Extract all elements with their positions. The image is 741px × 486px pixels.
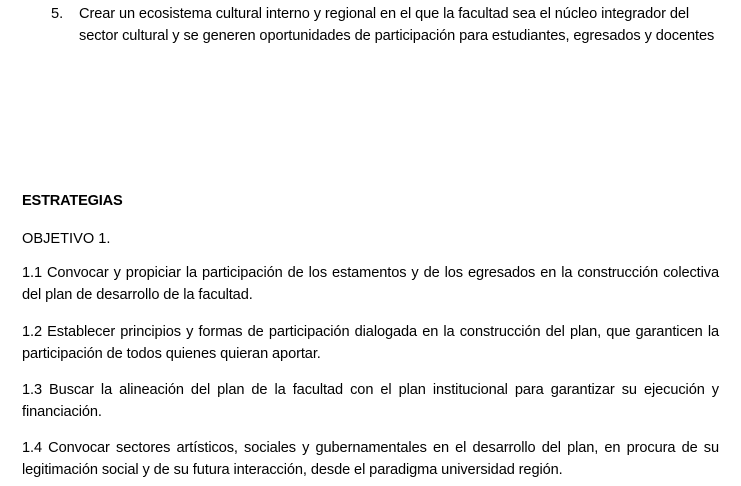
strategy-paragraph: 1.2 Establecer principios y formas de participación dialogada en la construcción del plan, que garanticen la participación de todos quienes quieran aportar. xyxy=(22,324,719,362)
objective-label: OBJETIVO 1. xyxy=(22,231,111,247)
list-number: 5. xyxy=(51,6,64,22)
list-item-5 xyxy=(51,3,731,47)
list-item-text: Crear un ecosistema cultural interno y regional en el que la facultad sea el núcleo integrador del sector cultural y se generen oportunidades de participación para estudiantes, egresados y docentes xyxy=(79,6,715,44)
strategy-paragraph: 1.4 Convocar sectores artísticos, sociales y gubernamentales en el desarrollo del plan, en procura de su legitimación social y de su futura interacción, desde el paradigma universidad región. xyxy=(22,440,719,478)
strategy-paragraph: 1.3 Buscar la alineación del plan de la facultad con el plan institucional para garantizar su ejecución y financiación. xyxy=(22,382,719,420)
strategy-paragraph: 1.1 Convocar y propiciar la participación de los estamentos y de los egresados en la construcción colectiva del plan de desarrollo de la facultad. xyxy=(22,265,719,303)
section-heading: ESTRATEGIAS xyxy=(22,193,123,209)
